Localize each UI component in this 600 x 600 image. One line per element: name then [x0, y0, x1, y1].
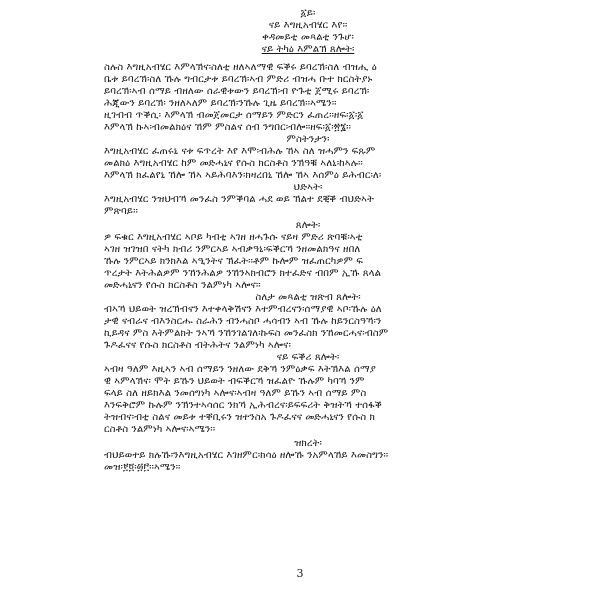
text-line: ዊ ኣምላኽና፡ ሞት ይኹን ህይወት ብፍቕርኻ ዝፈልዮ ኹሉም ካባኻ ንም — [104, 376, 365, 387]
text-line: ብኣኻ ህይወት ዝረኽብናን እተቀላቅሽናን እተምብረናን፡ሰማያዊ ኣቦ፡ኹሉ ዕለ — [104, 304, 382, 315]
text-line: ብህይወተይ ክሉኹ፡ንእግዚአብሄር እገዘምር፡ክሳዕ ዘሎኹ ንአምላኸይ እመስግን፡፡ — [104, 450, 389, 461]
section-body-daily-prayer — [104, 304, 512, 352]
text-line: መድሓኒናን የሱስ ክርስቶስ ንልምነካ ኣሎና፡፡ — [104, 280, 261, 291]
section-body-silence — [104, 194, 512, 218]
title-line-2: ቀዳመይቲ መጻልቲ ንጉሆ፡ — [262, 32, 354, 43]
section-body-reflection — [104, 146, 512, 182]
text-line: ኪይዳና ምስ እትምልክት ንኣኻ ንኸንገልገለ፡ኩፍስ መንፈስክ ንኸመርሓና፡ብስም — [104, 328, 389, 339]
text-line: ምጽባይ፡፡ — [104, 206, 138, 217]
text-line: ቤቱ ይባረኽ፡ስለ ኹሉ ግብርታቱ ይባረኽ፡ኣብ ምድሪ ብዝሓ ቡተ ክርስትያኑ — [104, 74, 373, 85]
text-line: እንፍቅሮም ኩሉም ንኽንተኣሳሰር ንክኻ ኢሕብረና፡ይፍፍሪት ቅዝትኻ ተሰፋቕ — [104, 400, 382, 411]
section-title-reflection: ምስትንታን፡ — [286, 134, 330, 145]
text-line: ታዊ ናብራና ብእንስርሑ ስራሕን ብንሓስቦ ሓሳብን ኣብ ኹሉ ከይንርስዓኻ፡ን — [104, 316, 382, 327]
section-title-silence: ህድኣት፡ — [293, 182, 323, 193]
text-line: ኹሉ ንምርኣይ ክንክእል ኣዒንትና ኽፈት፡፡ቶም ኩሎም ዝፈጠርካዎም ፍ — [104, 256, 363, 267]
title-line-3: ናይ ትካዕ እምልኽ ጸሎት፡ — [261, 44, 355, 55]
text-line: ርስቶስ ንልምነካ ኣሎና፡ኣሜን፡፡ — [104, 424, 216, 435]
text-line: ሕጂውን ይባረኽ፡ ንዘለኣለም ይባረኽ፡ንኹሉ ጊዜ ይባረኽ፡፡ኣሜን፡፡ — [104, 98, 337, 109]
section-title-memorial: ዝክረት፡ — [294, 438, 322, 449]
section-body-love-prayer — [104, 364, 512, 436]
text-line: ስሉስ እግዚአብሄር እምላኽና፡ስለቲ ዘለኣለማዊ ፍቕሩ ይባረኽ፡ስለ ብዝሒ ዕ — [104, 62, 377, 73]
text-line: ጥረታት እትሕልዎም ንኸንሕልዎ ንኸንኣክብሮን ክተፈድና ብበም ኢኹ ጸላል — [104, 268, 382, 279]
section-title-daily-prayer: ስለታ መጻልቲ ዝጽብ ጸሎት፡ — [255, 292, 361, 303]
text-line: ጉዶፈናና የሱስ ክርስቶስ ብትሕትና ንልምነካ ኣሎና፡ — [104, 340, 291, 351]
text-line: ኣብዛ ዓለም እዚኣን ኣብ ሰማይን ንዘለው ደቅኻ ንምዕቃፍ እትኽእል ሰማያ — [104, 364, 376, 375]
text-line: ዎ ፍቁር እግዚአብሄር ኣቦይ ካብቲ ኣገዘ ዘሓጉሱ ናይዛ ምድሪ ጽባቑ፡ኣቲ — [104, 232, 363, 243]
text-line: እግዚአብሄር ፈጠሩኒ ናቱ ፍጥረት እየ እሞ፡ብሕሉ ኸኣ ስለ ዝሓምን ፍጹም — [104, 146, 376, 157]
text-line: ኣገዘ ዝገዝበ ናትካ ክብሪ ንምርኣይ ኣብቃዓኒ፡ፍቕርኻ ንዘመልክዓና ዘበለ — [104, 244, 361, 255]
title-line-1: ናይ እግዚአብሄር እየ፡፡ — [268, 20, 348, 31]
text-line: ትዝብና፡ብቲ ስልና መይቱ ተቐቢሩን ዝተንስአ ጉዶፈናና መድሓኒናን የሱስ ክ — [104, 412, 376, 423]
text-line: መልክዕ እግዚአብሄር ከም መድሓኒና የሱስ ክርስቶስ ንኽዓቑ ኣለኒ፡ከኣሉ፡፡ — [104, 158, 363, 169]
page-number: 3 — [296, 567, 304, 580]
text-line: እምላኽ ክፈልየኒ ኸሎ ኸኣ ኣይሕባእን፡ክዛረበኒ ኸሎ ኸኣ እሰምዕ ይሕብር፡ለ፡ — [104, 170, 382, 181]
text-line: እግዚአብሄር ንዝህብኻ መንፈስ ንምቕባል ሓደ ወይ ኽልተ ደቒቕ ብህድኣት — [104, 194, 374, 205]
part-number: ፩ይ፡ — [300, 8, 316, 19]
section-title-prayer: ጸሎት፡ — [295, 220, 321, 231]
section-body-memorial — [104, 450, 512, 474]
text-line: እምላኽ ኩኣ፡ብመልክዕና ኸም ምስልና ሰብ ንግበር፡ብሎ፡፡ዘፍ፡፩፡፳፮፡፡ — [104, 122, 351, 133]
text-line: ይባረኽ፡ኣብ ሰማይ ብዘለው ሰራዊቱውን ይባረኽ፡ብ ዮጉቲ ጀሚሩ ይባረኽ፡ — [104, 86, 370, 97]
intro-paragraph — [104, 62, 512, 134]
text-line: ዚገብብ ጥቕሲ፡ እምላኽ ብመጀመርታ ሰማይን ምድርን ፈጠረ፡፡ዘፍ፡፩፡፩ — [104, 110, 364, 121]
text-line: ፍላይ ስለ ዘይክእል ንመሰግነካ ኣሎና፡ኣብዛ ዓለም ይኹን ኣብ ሰማይ ምስ — [104, 388, 367, 399]
section-title-love-prayer: ናይ ፍቕሪ ጸሎት፡ — [276, 352, 340, 363]
section-body-prayer — [104, 232, 512, 292]
text-line: መዝ፡፻፬፡፴፫፡፡ኣሜን፡፡ — [104, 462, 181, 473]
